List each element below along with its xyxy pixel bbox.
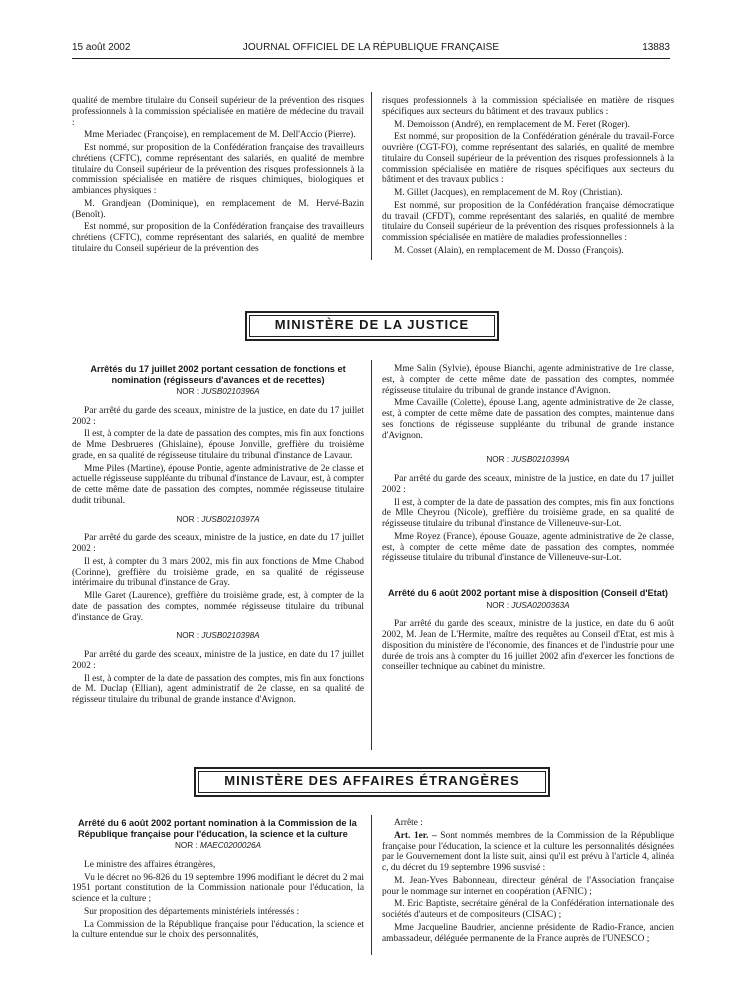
nor-reference: NOR : MAEC0200026A [174, 841, 262, 851]
affaires-right-column [382, 818, 674, 946]
page-number: 13883 [642, 42, 670, 53]
paragraph: Est nommé, sur proposition de la Confédération française des travailleurs chrétiens (CFTC), comme représentant des salariés, en qualité de membre titulaire du Conseil supérieur de la prévention des risques professionnels à la commission spécialisée en matière de risques chimiques, biologiques et ambiances physiques : [72, 143, 364, 196]
journal-title: JOURNAL OFFICIEL DE LA RÉPUBLIQUE FRANÇAISE [242, 42, 500, 53]
paragraph: Il est, à compter de la date de passation des comptes, mis fin aux fonctions de M. Duclap (Ellian), agent administratif de 2e classe, en sa qualité de régisseur titulaire du tribunal de grande instance d'Avignon. [72, 673, 364, 706]
paragraph: Arrête : [394, 818, 423, 828]
paragraph: Mme Jacqueline Baudrier, ancienne présidente de Radio-France, ancien ambassadeur, déléguée permanente de la France auprès de l'UNESCO ; [382, 922, 674, 944]
paragraph: Par arrêté du garde des sceaux, ministre de la justice, en date du 6 août 2002, M. Jean de L'Hermite, maître des requêtes au Conseil d'Etat, est mis à disposition du ministère de l'économie, des finances et de l'industrie pour une durée de trois ans à compter du 16 juillet 2002 afin d'exercer les fonctions de conseiller technique au cabinet du ministre. [382, 619, 674, 673]
nor-reference: NOR : JUSB0210396A [176, 387, 260, 397]
decree-title: Arrêté du 6 août 2002 portant nomination à la Commission de la République française pour l'éducation, la science et la culture [78, 818, 357, 839]
paragraph: Est nommé, sur proposition de la Confédération générale du travail-Force ouvrière (CGT-FO), comme représentant des salariés, en qualité de membre titulaire du Conseil supérieur de la prévention des risques professionnels à la commission spécialisée en matière de risques spécifiques aux secteurs du bâtiment et des travaux publics : [382, 132, 674, 186]
nor-reference: NOR : JUSB0210397A [176, 514, 260, 524]
section-heading-text: MINISTÈRE DE LA JUSTICE [274, 317, 470, 332]
paragraph: qualité de membre titulaire du Conseil supérieur de la prévention des risques professionnels à la commission spécialisée en matière de médecine du travail : [72, 96, 364, 128]
justice-left-column [72, 364, 364, 708]
paragraph: Mme Salin (Sylvie), épouse Bianchi, agente administrative de 1re classe, est, à compter de cette même date de passation des comptes, nommée régisseuse titulaire du tribunal de grande instance d'Avignon. [382, 364, 674, 396]
column-divider [371, 92, 372, 260]
paragraph: Mme Cavaille (Colette), épouse Lang, agente administrative de 2e classe, est, à compter de cette même date de passation des comptes, maintenue dans ses fonctions de régisseuse suppléante du tribunal de grande instance d'Avignon. [382, 398, 674, 441]
justice-right-column [382, 364, 674, 675]
section-heading-text: MINISTÈRE DES AFFAIRES ÉTRANGÈRES [224, 773, 520, 788]
paragraph: M. Demoisson (André), en remplacement de M. Feret (Roger). [394, 119, 630, 130]
paragraph: Il est, à compter du 3 mars 2002, mis fin aux fonctions de Mme Chabod (Corinne), greffière du troisième grade, en sa qualité de régisseuse intérimaire du tribunal d'instance de Gray. [72, 556, 364, 589]
paragraph: Le ministre des affaires étrangères, [84, 859, 216, 870]
page-header [72, 40, 670, 56]
paragraph: Mlle Garet (Laurence), greffière du troisième grade, est, à compter de la date de passation des comptes, nommée régisseuse titulaire du tribunal d'instance de Gray. [72, 591, 364, 623]
top-left-column [72, 96, 364, 257]
paragraph: Mme Royez (France), épouse Gouaze, agente administrative de 2e classe, est, à compter de cette même date de passation des comptes, nommée régisseuse titulaire du tribunal d'instance de Villeneuve-sur-Lot. [382, 531, 674, 564]
section-heading-affaires-etrangeres [194, 767, 550, 797]
paragraph: Mme Piles (Martine), épouse Pontie, agente administrative de 2e classe et actuelle régisseuse suppléante du tribunal d'instance de Lavaur, est, à compter de cette même date de passation des comptes, nommée régisseuse titulaire dudit tribunal. [72, 463, 364, 506]
paragraph: M. Jean-Yves Babonneau, directeur général de l'Association française pour le nommage sur internet en coopération (AFNIC) ; [382, 875, 674, 897]
paragraph: Sur proposition des départements ministériels intéressés : [84, 906, 300, 917]
decree-title: Arrêtés du 17 juillet 2002 portant cessation de fonctions et nomination (régisseurs d'avances et de recettes) [90, 364, 346, 385]
paragraph: Est nommé, sur proposition de la Confédération française démocratique du travail (CFDT), comme représentant des salariés, en qualité de membre titulaire du Conseil supérieur de la prévention des risques professionnels à la commission spécialisée en matière de maladies professionnelles : [382, 200, 674, 243]
header-date: 15 août 2002 [72, 42, 131, 53]
column-divider [371, 360, 372, 750]
paragraph: Par arrêté du garde des sceaux, ministre de la justice, en date du 17 juillet 2002 : [72, 533, 364, 555]
paragraph: Vu le décret no 96-826 du 19 septembre 1996 modifiant le décret du 2 mai 1951 portant constitution de la Commission nationale pour l'éducation, la science et la culture ; [72, 872, 364, 905]
paragraph: Mme Meriadec (Françoise), en remplacement de M. Dell'Accio (Pierre). [84, 130, 356, 141]
paragraph: risques professionnels à la commission spécialisée en matière de risques spécifiques aux secteurs du bâtiment et des travaux publics : [382, 96, 674, 117]
section-heading-justice [245, 311, 499, 341]
paragraph: Par arrêté du garde des sceaux, ministre de la justice, en date du 17 juillet 2002 : [382, 474, 674, 495]
paragraph: M. Cosset (Alain), en remplacement de M. Dosso (François). [394, 245, 624, 256]
paragraph: La Commission de la République française pour l'éducation, la science et la culture entendue sur le choix des personnalités, [72, 919, 364, 941]
paragraph: Par arrêté du garde des sceaux, ministre de la justice, en date du 17 juillet 2002 : [72, 650, 364, 671]
decree-title: Arrêté du 6 août 2002 portant mise à disposition (Conseil d'Etat) [388, 588, 668, 598]
article-label: Art. 1er. – [394, 830, 437, 841]
nor-reference: NOR : JUSB0210398A [176, 631, 260, 641]
header-rule [72, 58, 670, 59]
paragraph: Par arrêté du garde des sceaux, ministre de la justice, en date du 17 juillet 2002 : [72, 405, 364, 427]
affaires-left-column [72, 818, 364, 943]
column-divider [371, 815, 372, 955]
article-text: Sont nommés membres de la Commission de la République française pour l'éducation, la science et la culture les personnalités désignées par le Gouvernement dont la liste suit, ainsi qu'il est prévu à l'article 4, alinéa c, du décret du 19 septembre 1996 susvisé : [382, 830, 675, 873]
paragraph: Est nommé, sur proposition de la Confédération française des travailleurs chrétiens (CFTC), comme représentant des salariés, en qualité de membre titulaire du Conseil supérieur de la prévention des [72, 222, 364, 254]
paragraph: M. Grandjean (Dominique), en remplacement de M. Hervé-Bazin (Benoît). [72, 198, 364, 220]
nor-reference: NOR : JUSB0210399A [486, 455, 570, 465]
top-right-column [382, 96, 674, 259]
paragraph: M. Eric Baptiste, secrétaire général de la Confédération internationale des sociétés d'auteurs et de compositeurs (CISAC) ; [382, 899, 674, 920]
paragraph: Il est, à compter de la date de passation des comptes, mis fin aux fonctions de Mlle Cheyrou (Nicole), greffière du troisième grade, en sa qualité de régisseuse titulaire du tribunal d'instance de Villeneuve-sur-Lot. [382, 497, 674, 529]
paragraph: Il est, à compter de la date de passation des comptes, mis fin aux fonctions de Mme Desbrueres (Ghislaine), épouse Jonville, greffière du troisième grade, en sa qualité de régisseuse titulaire du tribunal d'instance de Lavaur. [72, 429, 364, 461]
nor-reference: NOR : JUSA0200363A [486, 600, 570, 610]
paragraph: M. Gillet (Jacques), en remplacement de M. Roy (Christian). [394, 188, 623, 198]
article-paragraph [382, 831, 674, 874]
